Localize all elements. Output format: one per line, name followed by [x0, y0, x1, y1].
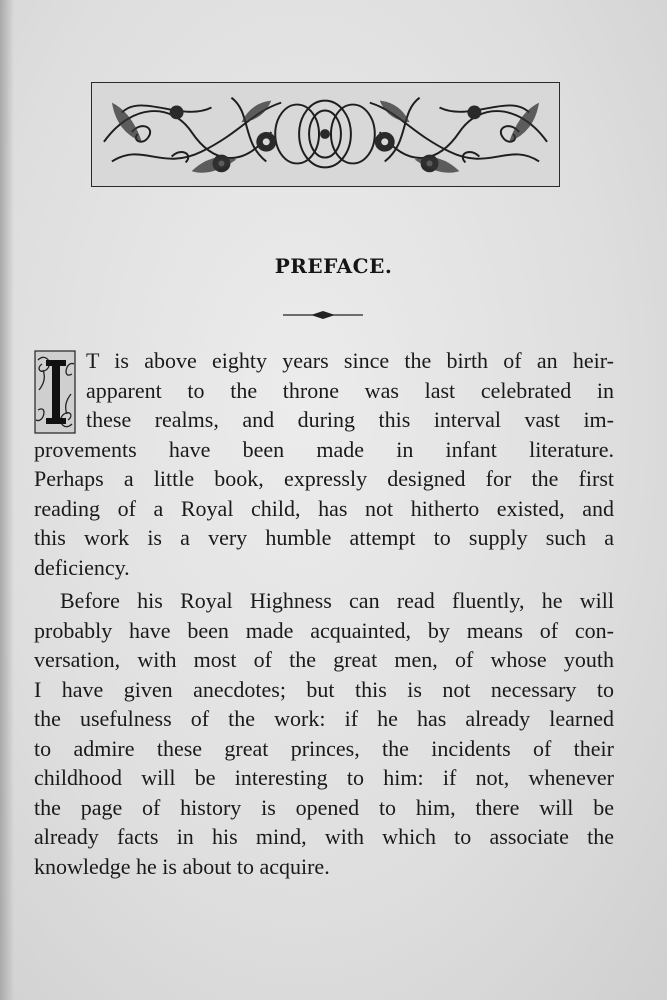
ornamental-initial-icon: [34, 350, 76, 434]
text-line: versation, with most of the great men, of whose youth: [34, 647, 614, 672]
text-line: T is above eighty years since the birth of an heir-: [86, 348, 614, 373]
text-line: probably have been made acquainted, by means of con-: [34, 617, 614, 643]
text-line: deficiency.: [34, 554, 130, 580]
text-line: to admire these great princes, the incidents of their: [34, 735, 614, 761]
text-line: knowledge he is about to acquire.: [34, 853, 330, 879]
text-line: provements have been made in infant literature.: [34, 436, 614, 462]
text-line: Before his Royal Highness can read fluently, he will: [60, 588, 614, 613]
rule-ornament-icon: [283, 309, 363, 321]
text-line: Perhaps a little book, expressly designed for the first: [34, 466, 614, 491]
text-line: reading of a Royal child, has not hitherto existed, and: [34, 495, 614, 521]
text-line: these realms, and during this interval vast im-: [86, 407, 614, 432]
preface-body: [34, 346, 614, 881]
paragraph: [34, 346, 614, 582]
text-line: this work is a very humble attempt to supply such a: [34, 525, 614, 550]
floral-ornament-icon: [91, 82, 560, 187]
text-line: the usefulness of the work: if he has already learned: [34, 706, 614, 731]
page-title: PREFACE.: [274, 254, 393, 278]
floral-headpiece-graphic: [92, 83, 559, 186]
text-line: childhood will be interesting to him: if not, whenever: [34, 765, 614, 790]
text-line: already facts in his mind, with which to associate the: [34, 824, 614, 849]
text-line: I have given anecdotes; but this is not necessary to: [34, 676, 614, 702]
page-edge-shadow: [0, 0, 14, 1000]
text-line: apparent to the throne was last celebrated in: [86, 377, 614, 403]
text-line: the page of history is opened to him, there will be: [34, 794, 614, 820]
paragraph: [34, 586, 614, 881]
